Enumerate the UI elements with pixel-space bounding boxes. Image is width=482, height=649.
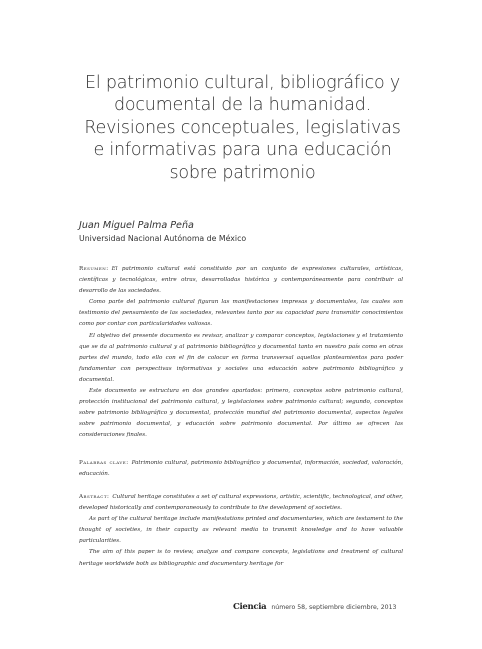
title-line: El patrimonio cultural, bibliográfico y [84,73,401,93]
title-line: documental de la humanidad. [113,95,372,116]
abstract-paragraph: The aim of this paper is to review, analyze and compare concepts, legislations and treatment of cultural heritage worldwide both as bibliographic and documentary heritage for [79,549,403,567]
author-affiliation: Universidad Nacional Autónoma de México [79,234,247,243]
paper-title [70,72,415,184]
keywords-text: Patrimonio cultural, patrimonio bibliográfico y documental, información, sociedad, valoración, educación. [79,460,403,478]
abstract-section [79,492,403,570]
page-footer [233,602,403,612]
abstract-paragraph: As part of the cultural heritage include manifestations printed and documentaries, which are testament to the thought of societies, in their capacity as relevant media to transmit knowledge and to have valuable particularities. [79,516,403,545]
keywords-section [79,458,403,480]
title-line: sobre patrimonio [169,162,316,183]
abstract-text: Cultural heritage constitutes a set of cultural expressions, artistic, scientific, technological, and other, developed historically and contemporaneously to contribute to the development of societies. [79,494,403,512]
issue-info: número 58, septiembre diciembre, 2013 [271,604,397,611]
resumen-paragraph [79,264,403,297]
resumen-text: El patrimonio cultural está constituido por un conjunto de expresiones culturales, artísticas, científicas y tecnológicas, entre otras, desarrolladas histórica y contemporáneamente para contribuir al desarrollo de las sociedades. [79,266,403,295]
resumen-label: Resumen: [79,266,109,272]
resumen-paragraph: Este documento se estructura en dos grandes apartados: primero, conceptos sobre patrimonio cultural, protección institucional del patrimonio cultural, y legislaciones sobre patrimonio cultural; segundo, conceptos sobre patrimonio bibliográfico y documental, protección mundial del patrimonio documental, aspectos legales sobre patrimonio documental, y educación sobre patrimonio documental. Por último se ofrecen las consideraciones finales. [79,388,403,439]
journal-logo: Ciencia [233,602,267,612]
resumen-section [79,264,403,442]
resumen-paragraph: Como parte del patrimonio cultural figuran las manifestaciones impresas y documentales, las cuales son testimonio del pensamiento de las sociedades, relevantes tanto por su capacidad para transmitir conocimientos como por contar con particularidades valiosas. [79,299,403,328]
abstract-label: Abstract: [79,494,110,500]
title-line: e informativas para una educación [93,140,392,161]
title-line: Revisiones conceptuales, legislativas [84,117,401,138]
keywords-paragraph [79,458,403,480]
author-name: Juan Miguel Palma Peña [79,220,194,231]
abstract-paragraph [79,492,403,514]
resumen-paragraph: El objetivo del presente documento es revisar, analizar y comparar conceptos, legislaciones y el tratamiento que se da al patrimonio cultural y al patrimonio bibliográfico y documental tanto en nuestro país como en otras partes del mundo, todo ello con el fin de colocar en forma transversal aquellos planteamientos para poder fundamentar con perspectivas informativas y sociales una educación sobre patrimonio bibliográfico y documental. [79,332,403,383]
keywords-label: Palabras clave: [79,460,129,466]
